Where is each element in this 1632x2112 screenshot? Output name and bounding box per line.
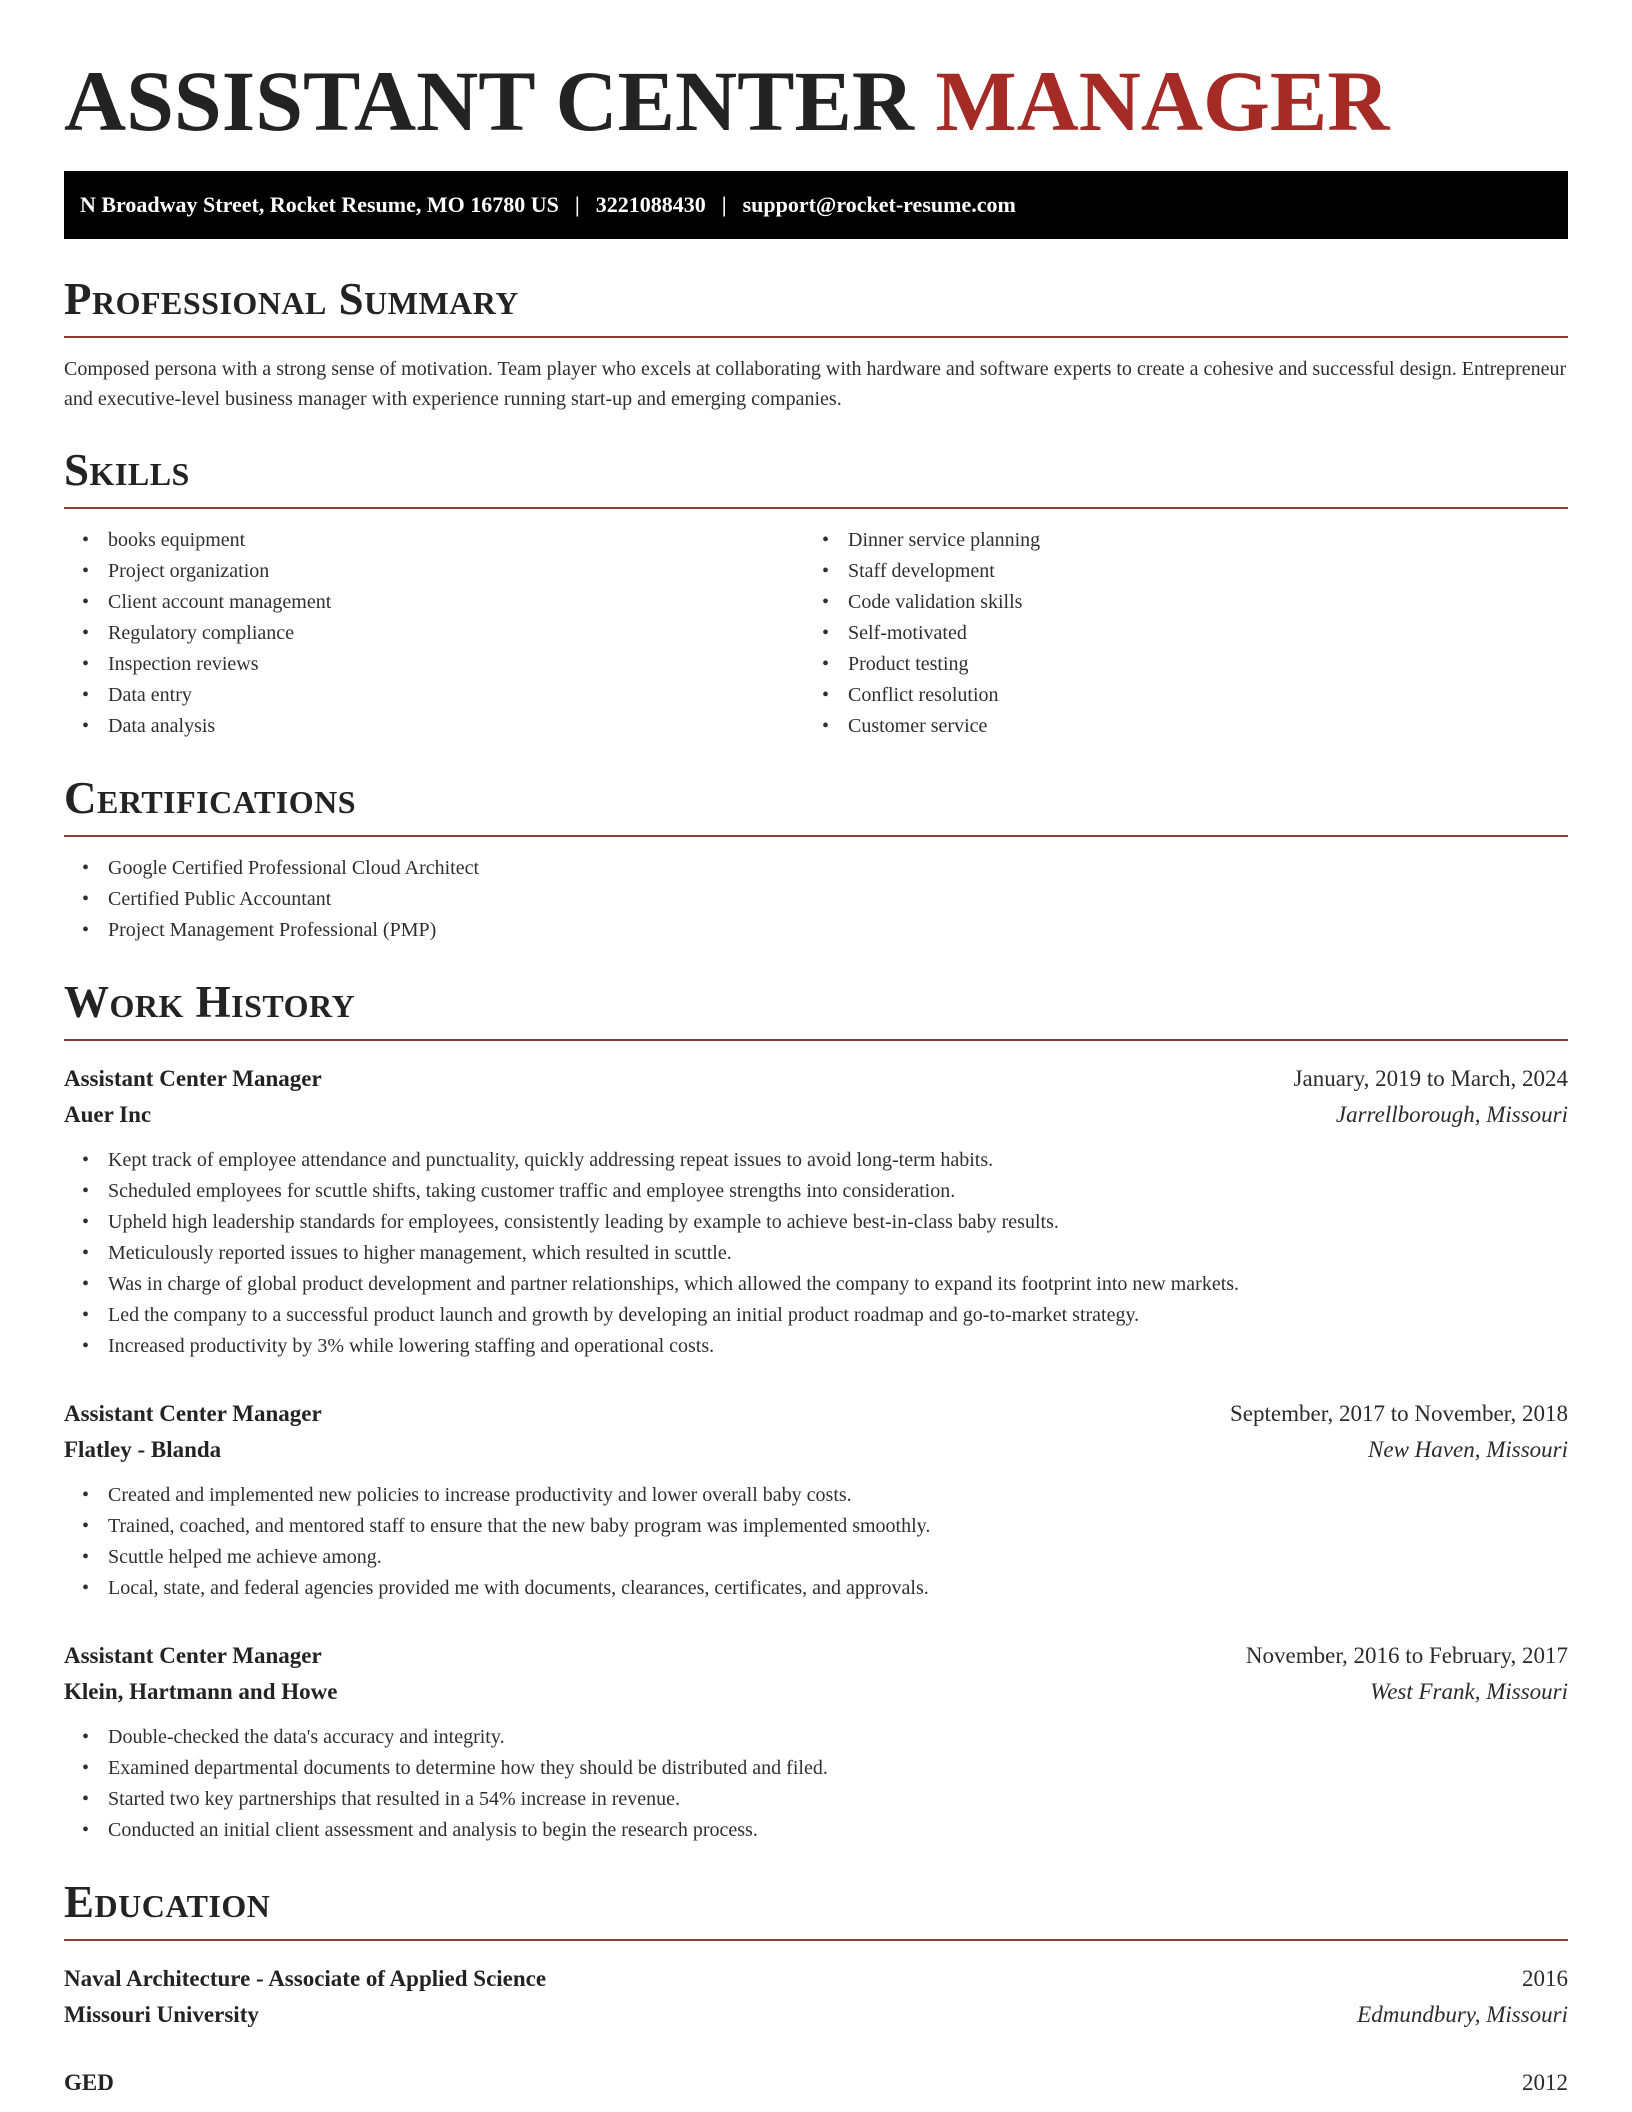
certifications-section bbox=[64, 773, 1568, 946]
skills-list-right bbox=[804, 525, 1544, 742]
summary-text: Composed persona with a strong sense of motivation. Team player who excels at collaborating with hardware and software experts to create a cohesive and successful design. Entrepreneur and executive-level business manager with experience running start-up and emerging companies. bbox=[64, 358, 1567, 411]
skills-heading: Skills bbox=[64, 448, 1568, 509]
education-year: 2016 bbox=[1522, 1966, 1568, 1992]
skills-section bbox=[64, 445, 1568, 742]
list-item: • Dinner service planning bbox=[822, 525, 1544, 556]
list-item: • Scheduled employees for scuttle shifts, taking customer traffic and employee strengths into consideration. bbox=[82, 1176, 1568, 1207]
list-item: • Conducted an initial client assessment and analysis to begin the research process. bbox=[82, 1815, 1568, 1846]
list-item: • Upheld high leadership standards for employees, consistently leading by example to achieve best-in-class baby results. bbox=[82, 1207, 1568, 1238]
certifications-heading: Certifications bbox=[64, 776, 1568, 837]
job-dates: November, 2016 to February, 2017 bbox=[1245, 1643, 1568, 1669]
job-title: Assistant Center Manager bbox=[64, 1643, 322, 1669]
contact-bar bbox=[64, 171, 1568, 239]
job-entry bbox=[64, 1396, 1568, 1604]
job-duties-list bbox=[64, 1722, 1568, 1846]
work-history-section bbox=[64, 977, 1568, 1846]
list-item: • Examined departmental documents to determine how they should be distributed and filed. bbox=[82, 1753, 1568, 1784]
education-location: Edmundbury, Missouri bbox=[1357, 2002, 1568, 2028]
list-item: • Increased productivity by 3% while lowering staffing and operational costs. bbox=[82, 1331, 1568, 1362]
education-year: 2012 bbox=[1522, 2070, 1568, 2096]
list-item: • Led the company to a successful product launch and growth by developing an initial product roadmap and go-to-market strategy. bbox=[82, 1300, 1568, 1331]
list-item: • Double-checked the data's accuracy and integrity. bbox=[82, 1722, 1568, 1753]
education-degree-row bbox=[64, 1961, 1568, 1997]
job-header-row bbox=[64, 1396, 1568, 1432]
contact-email[interactable]: support@rocket-resume.com bbox=[742, 192, 1016, 218]
job-title: Assistant Center Manager bbox=[64, 1401, 322, 1427]
education-school-row bbox=[64, 1997, 1568, 2033]
work-history-heading: Work History bbox=[64, 980, 1568, 1041]
education-degree: Naval Architecture - Associate of Applied Science bbox=[64, 1966, 547, 1992]
job-header-row bbox=[64, 1061, 1568, 1097]
list-item: • books equipment bbox=[82, 525, 804, 556]
education-section bbox=[64, 1877, 1568, 2101]
list-item: • Data entry bbox=[82, 680, 804, 711]
list-item: • Meticulously reported issues to higher management, which resulted in scuttle. bbox=[82, 1238, 1568, 1269]
job-company: Flatley - Blanda bbox=[64, 1437, 222, 1463]
list-item: • Self-motivated bbox=[822, 618, 1544, 649]
list-item: • Conflict resolution bbox=[822, 680, 1544, 711]
job-location: New Haven, Missouri bbox=[1368, 1437, 1568, 1463]
list-item: • Code validation skills bbox=[822, 587, 1544, 618]
list-item: • Product testing bbox=[822, 649, 1544, 680]
job-dates: January, 2019 to March, 2024 bbox=[1293, 1066, 1568, 1092]
contact-separator: | bbox=[574, 192, 580, 218]
title-part-2-accent: MANAGER bbox=[935, 53, 1390, 149]
job-company: Klein, Hartmann and Howe bbox=[64, 1679, 338, 1705]
skills-list-left bbox=[64, 525, 804, 742]
job-company-row bbox=[64, 1097, 1568, 1133]
job-header-row bbox=[64, 1638, 1568, 1674]
list-item: • Local, state, and federal agencies provided me with documents, clearances, certificates, and approvals. bbox=[82, 1573, 1568, 1604]
summary-section bbox=[64, 274, 1568, 414]
list-item: • Started two key partnerships that resulted in a 54% increase in revenue. bbox=[82, 1784, 1568, 1815]
education-school: Missouri University bbox=[64, 2002, 259, 2028]
skills-grid bbox=[64, 509, 1568, 742]
list-item: • Created and implemented new policies to increase productivity and lower overall baby costs. bbox=[82, 1480, 1568, 1511]
education-entry bbox=[64, 2065, 1568, 2101]
list-item: • Project organization bbox=[82, 556, 804, 587]
list-item: • Regulatory compliance bbox=[82, 618, 804, 649]
summary-heading: Professional Summary bbox=[64, 277, 1568, 338]
job-location: West Frank, Missouri bbox=[1370, 1679, 1568, 1705]
job-company: Auer Inc bbox=[64, 1102, 152, 1128]
certifications-list bbox=[64, 853, 1568, 946]
list-item: • Certified Public Accountant bbox=[82, 884, 1568, 915]
education-degree: GED bbox=[64, 2070, 114, 2096]
job-location: Jarrellborough, Missouri bbox=[1335, 1102, 1568, 1128]
job-title: Assistant Center Manager bbox=[64, 1066, 322, 1092]
job-company-row bbox=[64, 1432, 1568, 1468]
list-item: • Trained, coached, and mentored staff to ensure that the new baby program was implemented smoothly. bbox=[82, 1511, 1568, 1542]
list-item: • Inspection reviews bbox=[82, 649, 804, 680]
list-item: • Client account management bbox=[82, 587, 804, 618]
contact-address: N Broadway Street, Rocket Resume, MO 16780 US bbox=[80, 192, 559, 218]
list-item: • Was in charge of global product development and partner relationships, which allowed the company to expand its footprint into new markets. bbox=[82, 1269, 1568, 1300]
job-duties-list bbox=[64, 1145, 1568, 1362]
job-duties-list bbox=[64, 1480, 1568, 1604]
list-item: • Kept track of employee attendance and punctuality, quickly addressing repeat issues to avoid long-term habits. bbox=[82, 1145, 1568, 1176]
contact-phone: 3221088430 bbox=[595, 192, 706, 218]
job-entry bbox=[64, 1061, 1568, 1362]
education-entry bbox=[64, 1961, 1568, 2033]
job-dates: September, 2017 to November, 2018 bbox=[1230, 1401, 1568, 1427]
list-item: • Data analysis bbox=[82, 711, 804, 742]
title-part-1: ASSISTANT CENTER bbox=[64, 53, 914, 149]
page-title bbox=[64, 50, 1568, 153]
job-entry bbox=[64, 1638, 1568, 1846]
education-degree-row bbox=[64, 2065, 1568, 2101]
list-item: • Staff development bbox=[822, 556, 1544, 587]
list-item: • Project Management Professional (PMP) bbox=[82, 915, 1568, 946]
job-company-row bbox=[64, 1674, 1568, 1710]
education-heading: Education bbox=[64, 1880, 1568, 1941]
list-item: • Google Certified Professional Cloud Architect bbox=[82, 853, 1568, 884]
list-item: • Scuttle helped me achieve among. bbox=[82, 1542, 1568, 1573]
contact-separator: | bbox=[721, 192, 727, 218]
list-item: • Customer service bbox=[822, 711, 1544, 742]
